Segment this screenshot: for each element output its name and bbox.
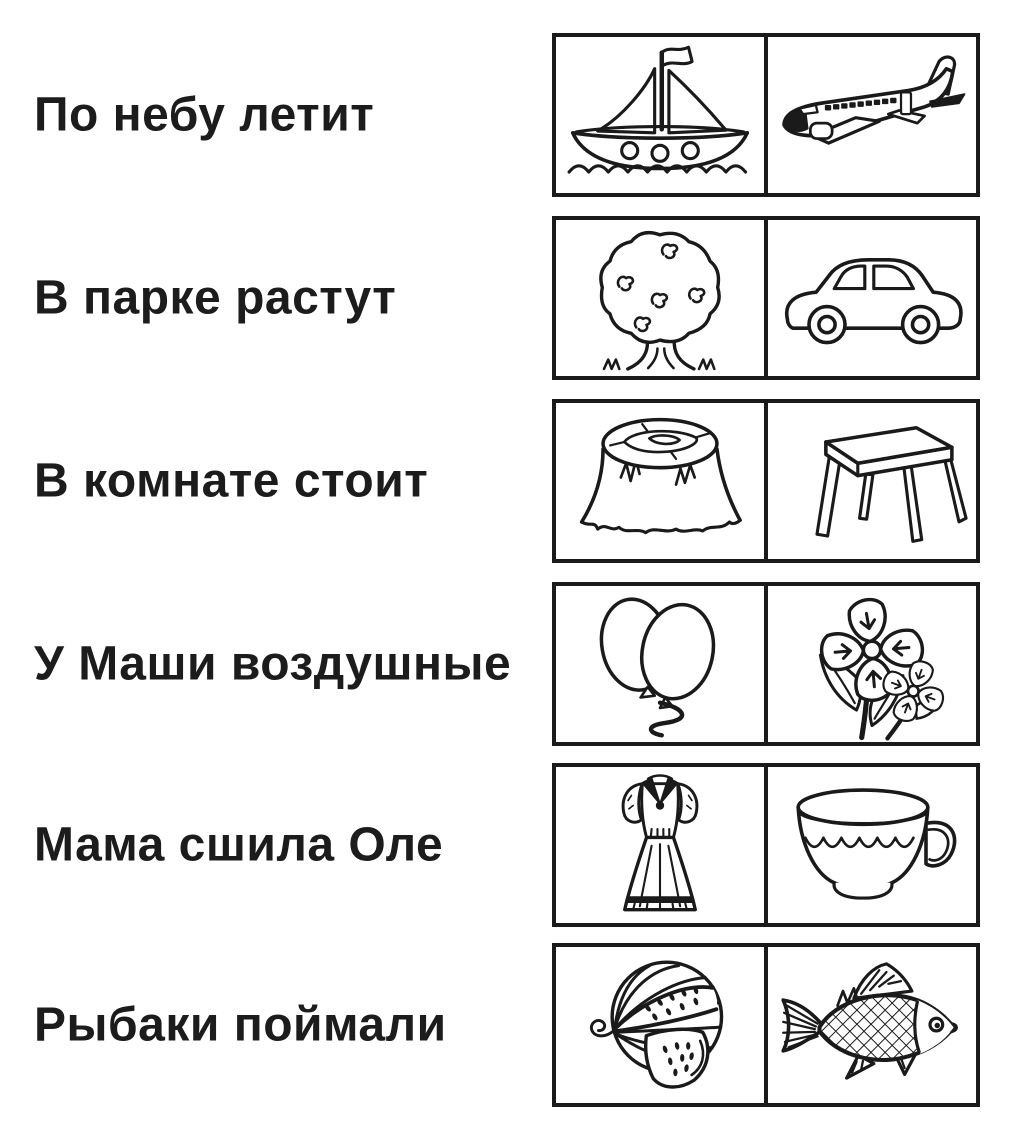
choice-cell-fish[interactable] (764, 947, 976, 1103)
choice-cell-tree-stump[interactable] (556, 403, 764, 559)
choice-cell-watermelon[interactable] (556, 947, 764, 1103)
choice-box (552, 33, 980, 197)
worksheet-row (0, 582, 1024, 746)
tree-stump-icon (571, 408, 749, 555)
worksheet-row (0, 943, 1024, 1107)
sailboat-icon (562, 40, 758, 190)
cup-icon (773, 773, 971, 917)
watermelon-icon (566, 950, 754, 1100)
fish-icon (772, 953, 972, 1098)
choice-cell-cup[interactable] (764, 767, 976, 923)
choice-box (552, 943, 980, 1107)
sentence-text: У Маши воздушные (34, 637, 512, 691)
sentence-text: В парке растут (34, 271, 397, 325)
choice-box (552, 582, 980, 746)
sentence-text: По небу летит (34, 88, 375, 142)
sentence-text: Мама сшила Оле (34, 818, 444, 872)
choice-cell-flowers[interactable] (764, 586, 976, 742)
choice-box (552, 763, 980, 927)
choice-cell-balloons[interactable] (556, 586, 764, 742)
choice-box (552, 399, 980, 563)
worksheet-row (0, 33, 1024, 197)
car-icon (773, 231, 971, 366)
choice-cell-sailboat[interactable] (556, 37, 764, 193)
dress-icon (576, 770, 744, 920)
sentence-text: Рыбаки поймали (34, 998, 447, 1052)
worksheet-row (0, 399, 1024, 563)
stool-icon (774, 410, 970, 552)
balloons-icon (572, 590, 748, 738)
tree-icon (575, 223, 745, 374)
worksheet-row (0, 763, 1024, 927)
worksheet-row (0, 216, 1024, 380)
flowers-icon (786, 588, 958, 741)
choice-cell-airplane[interactable] (764, 37, 976, 193)
sentence-text: В комнате стоит (34, 454, 429, 508)
choice-cell-dress[interactable] (556, 767, 764, 923)
choice-cell-tree[interactable] (556, 220, 764, 376)
choice-cell-car[interactable] (764, 220, 976, 376)
airplane-icon (772, 47, 972, 183)
choice-box (552, 216, 980, 380)
choice-cell-stool[interactable] (764, 403, 976, 559)
